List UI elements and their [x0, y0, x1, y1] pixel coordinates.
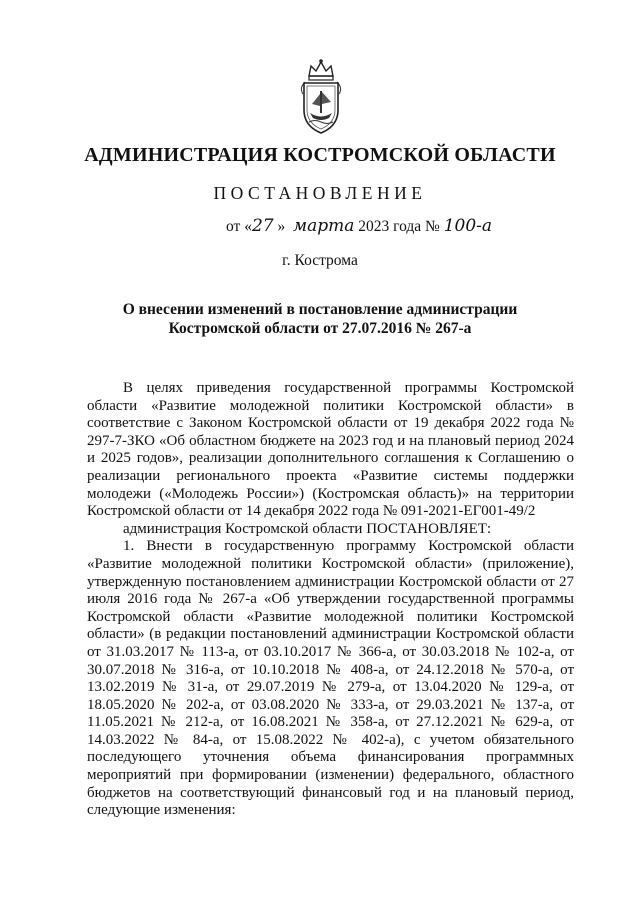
date-line [226, 216, 492, 236]
document-type: ПОСТАНОВЛЕНИЕ [213, 183, 427, 203]
date-day-handwritten: 27 [251, 216, 274, 236]
city-label: г. Кострома [282, 252, 358, 269]
body-paragraph-2: администрация Костромской области ПОСТАНОВЛЯЕТ: [123, 520, 492, 537]
date-mid: » [277, 218, 286, 235]
body-paragraph-3: 1. Внести в государственную программу Костромской области «Развитие молодежной политики Костромской области» (приложение), утвержденную постановлением администрации Костромской области от 27 июля 2016 года № 267-а «Об утверждении государственной программы Костромской области «Развитие молодежной политики Костромской области» (в редакции постановлений администрации Костромской области от 31.03.2017 № 113-а, от 03.10.2017 № 366-а, от 30.03.2018 № 102-а, от 30.07.2018 № 316-а, от 10.10.2018 № 408-а, от 24.12.2018 № 570-а, от 13.02.2019 № 31-а, от 29.07.2019 № 279-а, от 13.04.2020 № 129-а, от 18.05.2020 № 202-а, от 03.08.2020 № 333-а, от 29.03.2021 № 137-а, от 11.05.2021 № 212-а, от 16.08.2021 № 358-а, от 27.12.2021 № 629-а, от 14.03.2022 № 84-а, от 15.08.2022 № 402-а), с учетом обязательного последующего уточнения объема финансирования программных мероприятий при формировании (изменении) федерального, областного бюджетов на соответствующий финансовый год и на плановый период, следующие изменения: [87, 538, 574, 819]
subject-line-2: Костромской области от 27.07.2016 № 267-а [168, 320, 472, 337]
date-prefix: от « [226, 218, 252, 235]
date-year: 2023 года № [358, 218, 440, 235]
document-subject [0, 300, 640, 338]
document-body [87, 380, 574, 820]
subject-line-1: О внесении изменений в постановление администрации [122, 301, 518, 318]
date-month-handwritten: марта [292, 216, 355, 236]
body-paragraph-1: В целях приведения государственной программы Костромской области «Развитие молодежной политики Костромской области» в соответствие с Законом Костромской области от 19 декабря 2022 года № 297-7-ЗКО «Об областном бюджете на 2023 год и на плановый период 2024 и 2025 годов», реализации дополнительного соглашения к Соглашению о реализации регионального проекта «Развитие системы поддержки молодежи («Молодежь России») (Костромская область)» на территории Костромской области от 14 декабря 2022 года № 091-2021-ЕГ001-49/2 [87, 380, 574, 520]
document-number-handwritten: 100-а [443, 216, 493, 236]
coat-of-arms-emblem [295, 58, 347, 136]
organization-title: АДМИНИСТРАЦИЯ КОСТРОМСКОЙ ОБЛАСТИ [84, 144, 556, 166]
